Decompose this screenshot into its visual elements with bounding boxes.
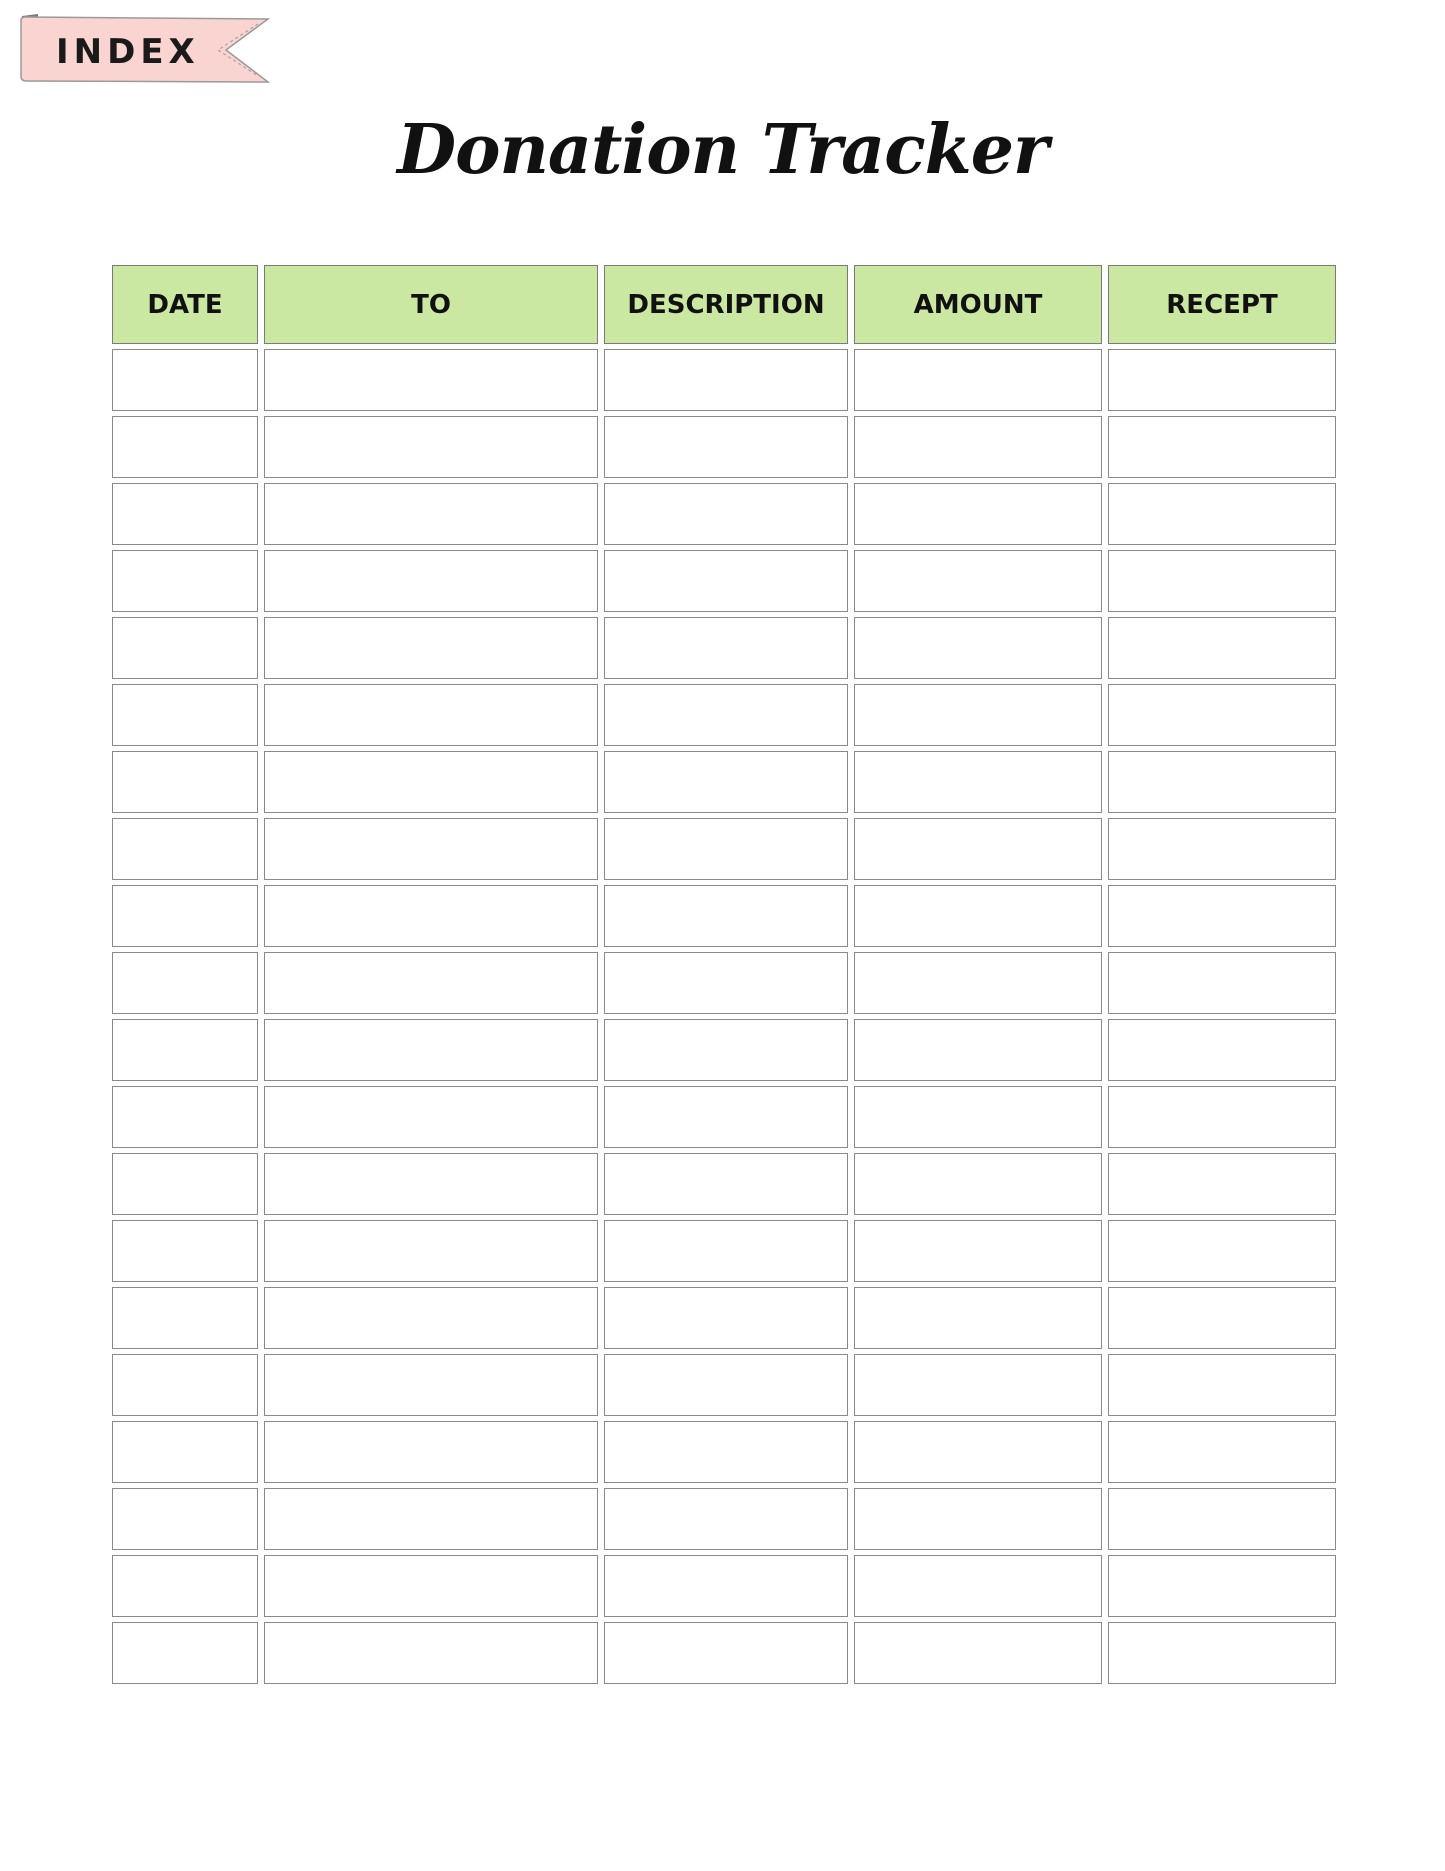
cell-description[interactable] — [604, 885, 848, 947]
cell-to[interactable] — [264, 617, 598, 679]
cell-recept[interactable] — [1108, 1287, 1336, 1349]
table-row — [112, 885, 1335, 947]
cell-description[interactable] — [604, 1086, 848, 1148]
cell-amount[interactable] — [854, 1086, 1102, 1148]
cell-to[interactable] — [264, 1488, 598, 1550]
cell-recept[interactable] — [1108, 1421, 1336, 1483]
cell-to[interactable] — [264, 1354, 598, 1416]
table-row — [112, 751, 1335, 813]
cell-amount[interactable] — [854, 818, 1102, 880]
cell-description[interactable] — [604, 818, 848, 880]
cell-description[interactable] — [604, 1488, 848, 1550]
cell-description[interactable] — [604, 1019, 848, 1081]
cell-to[interactable] — [264, 1086, 598, 1148]
cell-to[interactable] — [264, 1287, 598, 1349]
cell-amount[interactable] — [854, 550, 1102, 612]
cell-recept[interactable] — [1108, 1086, 1336, 1148]
cell-to[interactable] — [264, 1421, 598, 1483]
cell-amount[interactable] — [854, 1153, 1102, 1215]
cell-to[interactable] — [264, 1019, 598, 1081]
cell-to[interactable] — [264, 751, 598, 813]
table-row — [112, 550, 1335, 612]
cell-date[interactable] — [112, 1354, 258, 1416]
table-row — [112, 952, 1335, 1014]
cell-description[interactable] — [604, 1287, 848, 1349]
cell-recept[interactable] — [1108, 751, 1336, 813]
table-row — [112, 1622, 1335, 1684]
cell-recept[interactable] — [1108, 1153, 1336, 1215]
table-row — [112, 617, 1335, 679]
cell-to[interactable] — [264, 885, 598, 947]
cell-recept[interactable] — [1108, 818, 1336, 880]
cell-recept[interactable] — [1108, 885, 1336, 947]
cell-recept[interactable] — [1108, 1220, 1336, 1282]
cell-description[interactable] — [604, 684, 848, 746]
cell-recept[interactable] — [1108, 483, 1336, 545]
cell-date[interactable] — [112, 885, 258, 947]
donation-table — [112, 265, 1335, 1689]
table-row — [112, 1153, 1335, 1215]
index-label: INDEX — [56, 32, 200, 72]
cell-amount[interactable] — [854, 416, 1102, 478]
cell-to[interactable] — [264, 1555, 598, 1617]
table-row — [112, 1019, 1335, 1081]
column-header-to: TO — [264, 265, 598, 344]
cell-date[interactable] — [112, 1086, 258, 1148]
cell-description[interactable] — [604, 751, 848, 813]
page-title: Donation Tracker — [397, 110, 1048, 190]
cell-amount[interactable] — [854, 885, 1102, 947]
cell-recept[interactable] — [1108, 1622, 1336, 1684]
cell-amount[interactable] — [854, 1488, 1102, 1550]
cell-to[interactable] — [264, 684, 598, 746]
cell-description[interactable] — [604, 483, 848, 545]
table-header-row — [112, 265, 1335, 344]
cell-to[interactable] — [264, 483, 598, 545]
cell-amount[interactable] — [854, 751, 1102, 813]
cell-amount[interactable] — [854, 1421, 1102, 1483]
cell-amount[interactable] — [854, 483, 1102, 545]
table-row — [112, 349, 1335, 411]
table-row — [112, 1488, 1335, 1550]
cell-description[interactable] — [604, 617, 848, 679]
cell-recept[interactable] — [1108, 684, 1336, 746]
table-row — [112, 1287, 1335, 1349]
cell-date[interactable] — [112, 1421, 258, 1483]
cell-date[interactable] — [112, 1555, 258, 1617]
cell-date[interactable] — [112, 1287, 258, 1349]
cell-recept[interactable] — [1108, 1019, 1336, 1081]
cell-to[interactable] — [264, 952, 598, 1014]
cell-amount[interactable] — [854, 684, 1102, 746]
cell-description[interactable] — [604, 1421, 848, 1483]
cell-description[interactable] — [604, 550, 848, 612]
table-row — [112, 1555, 1335, 1617]
cell-date[interactable] — [112, 550, 258, 612]
column-header-recept: RECEPT — [1108, 265, 1336, 344]
cell-recept[interactable] — [1108, 550, 1336, 612]
cell-amount[interactable] — [854, 1354, 1102, 1416]
cell-recept[interactable] — [1108, 1354, 1336, 1416]
cell-amount[interactable] — [854, 1555, 1102, 1617]
cell-description[interactable] — [604, 1354, 848, 1416]
cell-description[interactable] — [604, 416, 848, 478]
cell-description[interactable] — [604, 952, 848, 1014]
cell-description[interactable] — [604, 1555, 848, 1617]
cell-amount[interactable] — [854, 1220, 1102, 1282]
table-row — [112, 1220, 1335, 1282]
cell-recept[interactable] — [1108, 1555, 1336, 1617]
cell-to[interactable] — [264, 1220, 598, 1282]
cell-recept[interactable] — [1108, 617, 1336, 679]
cell-to[interactable] — [264, 416, 598, 478]
cell-description[interactable] — [604, 1220, 848, 1282]
cell-date[interactable] — [112, 1488, 258, 1550]
cell-amount[interactable] — [854, 349, 1102, 411]
cell-amount[interactable] — [854, 617, 1102, 679]
cell-date[interactable] — [112, 684, 258, 746]
cell-to[interactable] — [264, 1622, 598, 1684]
table-row — [112, 483, 1335, 545]
cell-date[interactable] — [112, 1019, 258, 1081]
table-row — [112, 416, 1335, 478]
column-header-amount: AMOUNT — [854, 265, 1102, 344]
cell-to[interactable] — [264, 550, 598, 612]
cell-date[interactable] — [112, 952, 258, 1014]
index-tab[interactable] — [18, 12, 273, 88]
cell-description[interactable] — [604, 1153, 848, 1215]
cell-date[interactable] — [112, 1153, 258, 1215]
cell-to[interactable] — [264, 818, 598, 880]
cell-recept[interactable] — [1108, 416, 1336, 478]
cell-date[interactable] — [112, 1220, 258, 1282]
cell-date[interactable] — [112, 818, 258, 880]
cell-amount[interactable] — [854, 1287, 1102, 1349]
cell-date[interactable] — [112, 349, 258, 411]
cell-date[interactable] — [112, 483, 258, 545]
cell-to[interactable] — [264, 1153, 598, 1215]
cell-recept[interactable] — [1108, 952, 1336, 1014]
cell-description[interactable] — [604, 349, 848, 411]
cell-date[interactable] — [112, 617, 258, 679]
cell-date[interactable] — [112, 1622, 258, 1684]
cell-date[interactable] — [112, 416, 258, 478]
table-row — [112, 684, 1335, 746]
cell-description[interactable] — [604, 1622, 848, 1684]
cell-to[interactable] — [264, 349, 598, 411]
column-header-description: DESCRIPTION — [604, 265, 848, 344]
cell-amount[interactable] — [854, 952, 1102, 1014]
table-body — [112, 349, 1335, 1684]
cell-amount[interactable] — [854, 1622, 1102, 1684]
column-header-date: DATE — [112, 265, 258, 344]
table-row — [112, 1086, 1335, 1148]
table-row — [112, 1354, 1335, 1416]
cell-amount[interactable] — [854, 1019, 1102, 1081]
cell-date[interactable] — [112, 751, 258, 813]
table-row — [112, 818, 1335, 880]
cell-recept[interactable] — [1108, 349, 1336, 411]
table-row — [112, 1421, 1335, 1483]
cell-recept[interactable] — [1108, 1488, 1336, 1550]
